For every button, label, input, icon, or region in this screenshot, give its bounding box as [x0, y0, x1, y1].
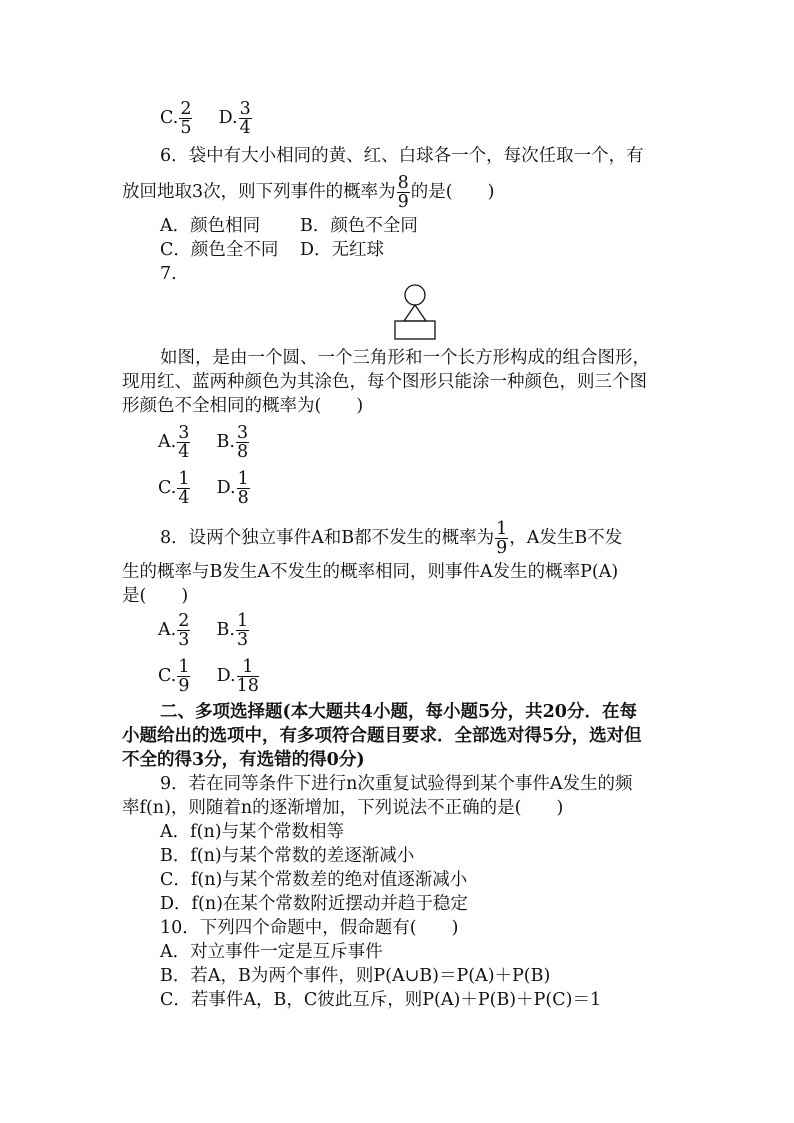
option-c-fraction: $\frac{2}{5}$ — [180, 99, 192, 138]
q10-option-a: A．对立事件一定是互斥事件 — [160, 942, 383, 962]
section2-line3: 不全的得3分，有选错的得0分) — [122, 750, 365, 770]
q5-options-cd — [160, 100, 253, 137]
q8-stem-line2: 生的概率与B发生A不发生的概率相同，则事件A发生的概率P(A) — [122, 562, 619, 582]
q8-option-d-fraction: $\frac{1}{18}$ — [236, 657, 259, 696]
q8-option-c-fraction: $\frac{1}{9}$ — [178, 657, 190, 696]
q7-stem-line1: 如图，是由一个圆、一个三角形和一个长方形构成的组合图形， — [160, 348, 650, 368]
q7-option-a-fraction: $\frac{3}{4}$ — [178, 423, 190, 462]
figure-rectangle — [395, 321, 435, 339]
q7-number: 7. — [160, 264, 177, 284]
q6-fraction: $\frac{8}{9}$ — [397, 173, 409, 212]
q8-fraction: $\frac{1}{9}$ — [496, 519, 508, 558]
figure-circle — [405, 285, 425, 305]
q7-stem-line3: 形颜色不全相同的概率为( ) — [122, 396, 364, 416]
q9-stem-line2: 率f(n)，则随着n的逐渐增加，下列说法不正确的是( ) — [122, 798, 564, 818]
q6-option-d: D．无红球 — [300, 240, 385, 260]
q7-figure — [390, 283, 440, 343]
q8-options-ab: A. $\frac{2}{3}$ B. $\frac{1}{3}$ — [158, 611, 249, 650]
q7-option-c-fraction: $\frac{1}{4}$ — [178, 469, 190, 508]
q7-stem-line2: 现用红、蓝两种颜色为其涂色，每个图形只能涂一种颜色，则三个图 — [122, 372, 647, 392]
section2-line2: 小题给出的选项中，有多项符合题目要求．全部选对得5分，选对但 — [122, 726, 642, 746]
q7-option-d-fraction: $\frac{1}{8}$ — [237, 469, 249, 508]
q10-stem: 10．下列四个命题中，假命题有( ) — [160, 918, 459, 938]
figure-triangle — [404, 305, 426, 321]
q7-option-b-fraction: $\frac{3}{8}$ — [236, 423, 249, 462]
q10-option-b: B．若A，B为两个事件，则P(A∪B)＝P(A)＋P(B) — [160, 966, 551, 986]
option-d-label: D. — [218, 108, 238, 128]
section2-line1: 二、多项选择题(本大题共4小题，每小题5分，共20分．在每 — [160, 702, 637, 722]
q6-stem-line2: 放回地取3次，则下列事件的概率为 $\frac{8}{9}$ 的是( ) — [122, 173, 495, 212]
q8-stem-line3: 是( ) — [122, 586, 189, 606]
q6-option-c: C．颜色全不同 — [160, 240, 279, 260]
option-c-label: C. — [160, 108, 179, 128]
q9-option-a: A．f(n)与某个常数相等 — [160, 822, 345, 842]
q7-options-ab: A. $\frac{3}{4}$ B. $\frac{3}{8}$ — [158, 423, 249, 462]
q9-stem-line1: 9．若在同等条件下进行n次重复试验得到某个事件A发生的频 — [160, 774, 633, 794]
q6-option-b: B．颜色不全同 — [300, 216, 418, 236]
q8-option-b-fraction: $\frac{1}{3}$ — [236, 611, 249, 650]
option-d-fraction: $\frac{3}{4}$ — [239, 99, 251, 138]
q9-option-d: D．f(n)在某个常数附近摆动并趋于稳定 — [160, 894, 468, 914]
q8-stem-line1: 8．设两个独立事件A和B都不发生的概率为 $\frac{1}{9}$ ，A发生B不发 — [160, 519, 623, 558]
q6-stem-line1: 6．袋中有大小相同的黄、红、白球各一个，每次任取一个，有 — [160, 146, 644, 166]
q8-option-a-fraction: $\frac{2}{3}$ — [178, 611, 190, 650]
q9-option-c: C．f(n)与某个常数差的绝对值逐渐减小 — [160, 870, 468, 890]
q7-options-cd: C. $\frac{1}{4}$ D. $\frac{1}{8}$ — [158, 469, 249, 508]
q6-option-a: A．颜色相同 — [160, 216, 261, 236]
q10-option-c: C．若事件A，B，C彼此互斥，则P(A)＋P(B)＋P(C)＝1 — [160, 990, 602, 1010]
q8-options-cd: C. $\frac{1}{9}$ D. $\frac{1}{18}$ — [158, 657, 259, 696]
q9-option-b: B．f(n)与某个常数的差逐渐减小 — [160, 846, 415, 866]
